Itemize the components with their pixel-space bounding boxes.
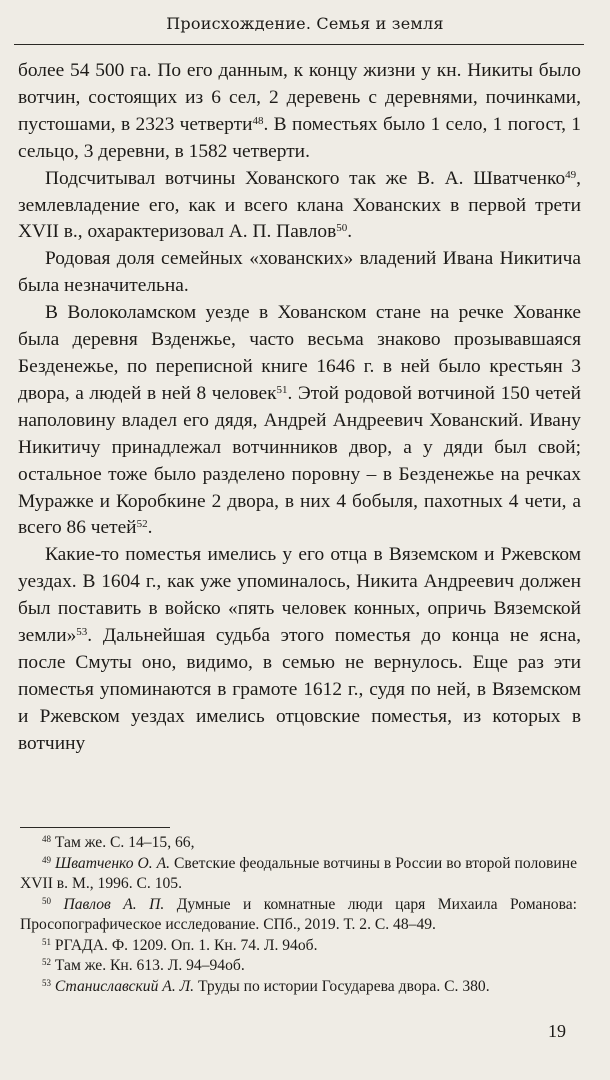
footnote — [20, 854, 577, 895]
text-run: Труды по истории Государева двора. С. 380. — [194, 977, 490, 995]
text-run: РГАДА. Ф. 1209. Оп. 1. Кн. 74. Л. 94об. — [54, 936, 318, 954]
footnote-number: 49 — [42, 854, 51, 865]
footnote-reference: 50 — [336, 222, 348, 235]
author-name: Станиславский А. Л. — [54, 977, 195, 995]
paragraph — [18, 300, 581, 542]
footnote-number: 53 — [42, 977, 51, 988]
paragraph — [18, 166, 581, 247]
footnote-reference: 48 — [252, 114, 264, 127]
body-text — [18, 58, 581, 758]
text-run: , землевладение его, как и всего клана Хованских в первой трети XVII в., охарактеризовал А. П. Павлов — [18, 167, 581, 243]
text-run: . В поместьях было 1 село, 1 погост, 1 сельцо, 3 деревни, в 1582 четверти. — [18, 113, 581, 162]
text-run: . Этой родовой вотчиной 150 четей наполовину владел его дядя, Андрей Андреевич Хованский. Ивану Никитичу принадлежал вотчинников двор, а у дяди был свой; остальное тоже было разделено поровну – в Безденежье на речках Муражке и Коробкине 2 двора, в них 4 бобыля, пахотных 4 чети, а всего 86 четей — [18, 382, 581, 539]
footnote — [20, 895, 577, 936]
footnote-reference: 52 — [136, 518, 148, 531]
text-run: Подсчитывал вотчины Хованского так же В. А. Шватченко — [45, 167, 566, 189]
author-name: Шватченко О. А. — [54, 854, 171, 872]
footnote-reference: 53 — [76, 625, 88, 638]
paragraph — [18, 542, 581, 757]
text-run: . — [147, 517, 153, 539]
footnote — [20, 936, 577, 957]
text-run: Какие-то поместья имелись у его отца в Вяземском и Ржевском уездах. В 1604 г., как уже упоминалось, Никита Андреевич должен был поставить в войско «пять человек конных, опричь Вяземской земли» — [18, 544, 581, 647]
footnote-reference: 51 — [276, 383, 288, 396]
author-name: Павлов А. П. — [63, 895, 165, 913]
footnote-reference: 49 — [565, 168, 577, 181]
page-number: 19 — [548, 1021, 566, 1041]
text-run: Родовая доля семейных «хованских» владений Ивана Никитича была незначительна. — [18, 248, 581, 297]
footnote-number: 51 — [42, 936, 51, 947]
footnote — [20, 956, 577, 977]
header-rule — [14, 44, 584, 45]
text-run: Светские феодальные вотчины в России во второй половине XVII в. М., 1996. С. 105. — [20, 854, 578, 892]
footnote-rule — [20, 827, 170, 828]
text-run: Думные и комнатные люди царя Михаила Романова: Просопографическое исследование. СПб., 2019. Т. 2. С. 48–49. — [20, 895, 578, 933]
text-run: Там же. Кн. 613. Л. 94–94об. — [54, 957, 245, 974]
footnote — [20, 833, 577, 854]
paragraph — [18, 246, 581, 300]
footnotes — [20, 833, 577, 997]
text-run: . — [347, 221, 353, 243]
footnote-number: 52 — [42, 957, 51, 968]
text-run: В Волоколамском уезде в Хованском стане на речке Хованке была деревня Взденжье, часто весьма знаково прозывавшаяся Безденежье, по переписной книге 1646 г. в ней было крестьян 3 двора, а людей в ней 8 человек — [18, 302, 581, 404]
running-head: Происхождение. Семья и земля — [166, 14, 444, 33]
text-run: Там же. С. 14–15, 66, — [54, 834, 195, 851]
footnote-number: 50 — [42, 895, 51, 906]
text-run: . Дальнейшая судьба этого поместья до конца не ясна, после Смуты оно, видимо, в семью не вернулось. Еще раз эти поместья упоминаются в грамоте 1612 г., судя по ней, в Вяземском и Ржевском уездах имелись отцовские поместья, из которых в вотчину — [18, 625, 581, 754]
paragraph — [18, 58, 581, 166]
footnote — [20, 977, 577, 998]
footnote-number: 48 — [42, 834, 51, 845]
text-run: более 54 500 га. По его данным, к концу жизни у кн. Никиты было вотчин, состоящих из 6 сел, 2 деревень с деревнями, починками, пустошами, в 2323 четверти — [18, 60, 581, 135]
